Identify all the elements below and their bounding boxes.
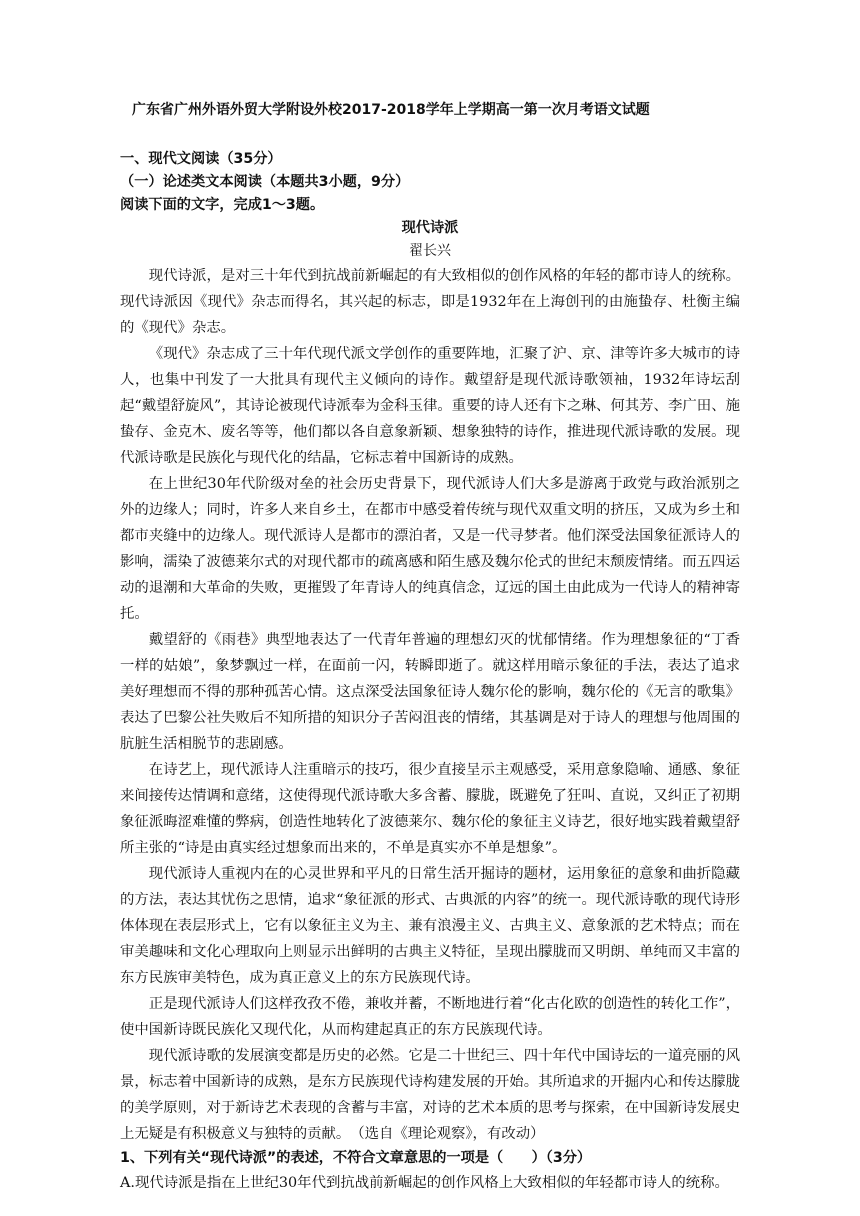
paragraph: 现代派诗歌的发展演变都是历史的必然。它是二十世纪三、四十年代中国诗坛的一道亮丽的风景，标志着中国新诗的成熟，是东方民族现代诗构建发展的开始。其所追求的开掘内心和传达朦胧的美学原则，对于新诗艺术表现的含蓄与丰富，对诗的艺术本质的思考与探索，在中国新诗发展史上无疑是有积极意义与独特的贡献。 （选自《理论观察》，有改动） [120,1048,740,1142]
question-1-stem: 1、下列有关“现代诗派”的表述，不符合文章意思的一项是（ ）（3分） [120,1150,592,1166]
document-title: 广东省广州外语外贸大学附设外校2017-2018学年上学期高一第一次月考语文试题 [132,102,650,118]
paragraph: 现代诗派，是对三十年代到抗战前新崛起的有大致相似的创作风格的年轻的都市诗人的统称。现代诗派因《现代》杂志而得名，其兴起的标志，即是1932年在上海创刊的由施蛰存、杜衡主编的《现代》杂志。 [120,268,740,336]
article-body [120,263,740,1147]
paragraph: 戴望舒的《雨巷》典型地表达了一代青年普遍的理想幻灭的忧郁情绪。作为理想象征的“丁香一样的姑娘”，象梦飘过一样，在面前一闪，转瞬即逝了。就这样用暗示象征的手法，表达了追求美好理想而不得的那种孤苦心情。这点深受法国象征诗人魏尔伦的影响，魏尔伦的《无言的歌集》表达了巴黎公社失败后不知所措的知识分子苦闷沮丧的情绪，其基调是对于诗人的理想与他周围的肮脏生活相脱节的悲剧感。 [120,632,740,752]
paragraph: 在上世纪30年代阶级对垒的社会历史背景下，现代派诗人们大多是游离于政党与政治派别之外的边缘人；同时，许多人来自乡土，在都市中感受着传统与现代双重文明的挤压，又成为乡土和都市夹缝中的边缘人。现代派诗人是都市的漂泊者，又是一代寻梦者。他们深受法国象征派诗人的影响，濡染了波德莱尔式的对现代都市的疏离感和陌生感及魏尔伦式的世纪末颓废情绪。而五四运动的退潮和大革命的失败，更摧毁了年青诗人的纯真信念，辽远的国土由此成为一代诗人的精神寄托。 [120,476,740,622]
paragraph: 正是现代派诗人们这样孜孜不倦，兼收并蓄，不断地进行着“化古化欧的创造性的转化工作”，使中国新诗既民族化又现代化，从而构建起真正的东方民族现代诗。 [120,996,740,1038]
paragraph: 《现代》杂志成了三十年代现代派文学创作的重要阵地，汇聚了沪、京、津等许多大城市的诗人，也集中刊发了一大批具有现代主义倾向的诗作。戴望舒是现代派诗歌领袖，1932年诗坛刮起“戴望舒旋风”，其诗论被现代诗派奉为金科玉律。重要的诗人还有卞之琳、何其芳、李广田、施蛰存、金克木、废名等等，他们都以各自意象新颖、想象独特的诗作，推进现代派诗歌的发展。现代派诗歌是民族化与现代化的结晶，它标志着中国新诗的成熟。 [120,346,740,466]
article-author: 翟长兴 [409,243,451,259]
subsection-heading: （一）论述类文本阅读（本题共3小题，9分） [120,174,410,190]
article-title: 现代诗派 [401,220,459,236]
question-1-option-a: A.现代诗派是指在上世纪30年代到抗战前新崛起的创作风格上大致相似的年轻都市诗人的统称。 [120,1175,729,1191]
exam-page [120,100,740,1196]
reading-instruction: 阅读下面的文字，完成1～3题。 [120,197,325,213]
section-heading: 一、现代文阅读（35分） [120,151,282,167]
paragraph: 在诗艺上，现代派诗人注重暗示的技巧，很少直接呈示主观感受，采用意象隐喻、通感、象征来间接传达情调和意绪，这使得现代派诗歌大多含蓄、朦胧，既避免了狂叫、直说，又纠正了初期象征派晦涩难懂的弊病，创造性地转化了波德莱尔、魏尔伦的象征主义诗艺，很好地实践着戴望舒所主张的“诗是由真实经过想象而出来的，不单是真实亦不单是想象”。 [120,762,740,856]
paragraph: 现代派诗人重视内在的心灵世界和平凡的日常生活开掘诗的题材，运用象征的意象和曲折隐藏的方法，表达其忧伤之思情，追求“象征派的形式、古典派的内容”的统一。现代派诗歌的现代诗形体体现在表层形式上，它有以象征主义为主、兼有浪漫主义、古典主义、意象派的艺术特点；而在审美趣味和文化心理取向上则显示出鲜明的古典主义特征，呈现出朦胧而又明朗、单纯而又丰富的东方民族审美特色，成为真正意义上的东方民族现代诗。 [120,866,740,986]
